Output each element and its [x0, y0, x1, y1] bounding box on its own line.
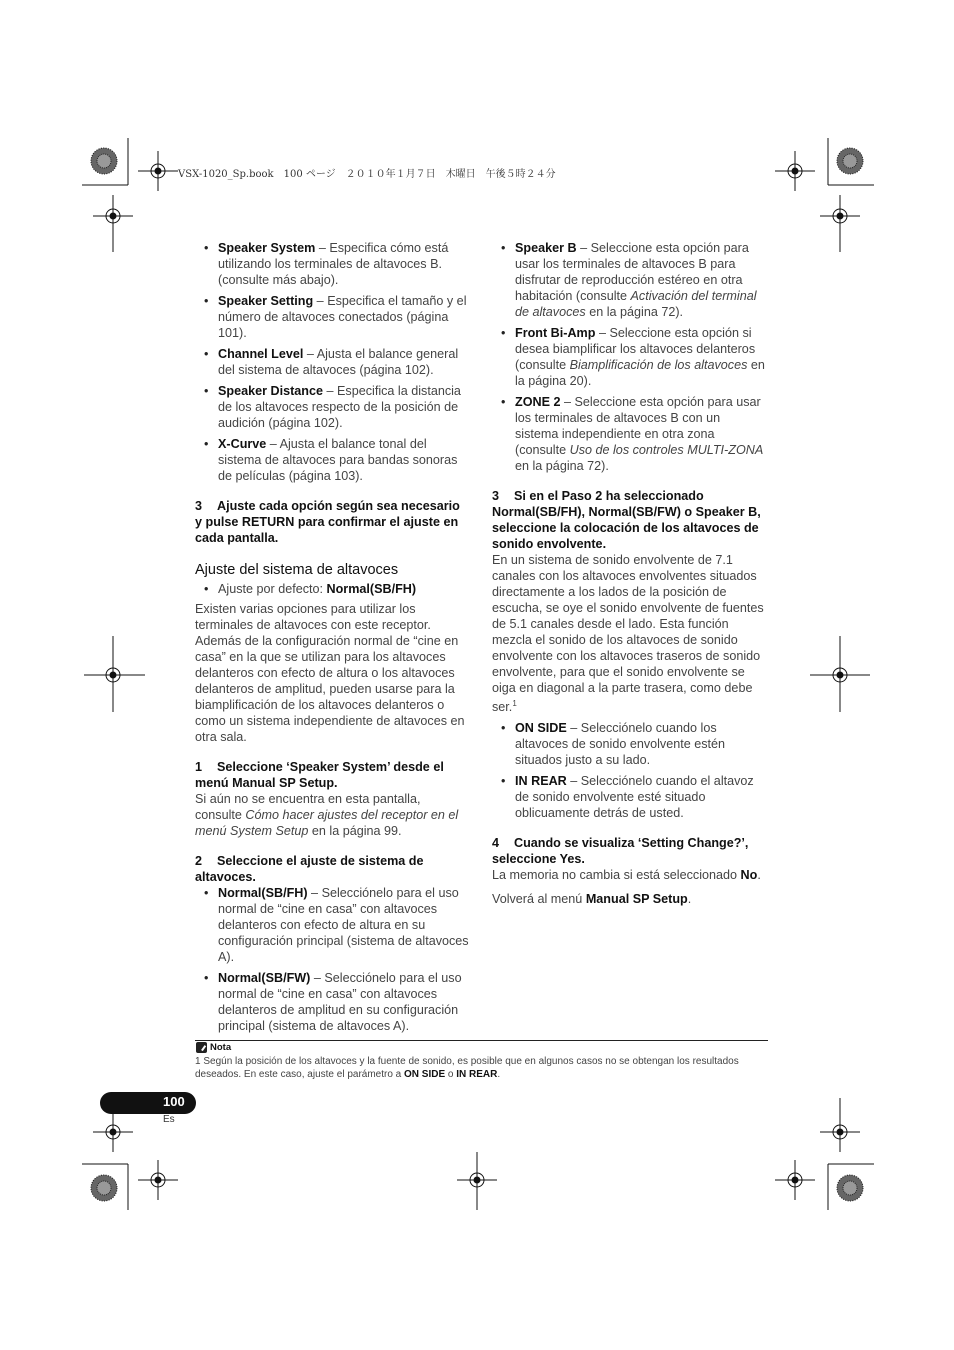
list-item: • Normal(SB/FH) – Selecciónelo para el uso normal de “cine en casa” con altavoces delanteros con efecto de altura en su configuración principal (sistema de altavoces A). — [195, 885, 469, 965]
default-setting: • Ajuste por defecto: Normal(SB/FH) — [195, 581, 469, 597]
print-header: VSX-1020_Sp.book 100 ページ ２０１０年１月７日 木曜日 午後５時２４分 — [178, 169, 556, 180]
step-4-body: La memoria no cambia si está seleccionado No. — [492, 868, 761, 883]
footnote: 1 Según la posición de los altavoces y la fuente de sonido, es posible que en algunos casos no se obtengan los resultados deseados. En este caso, ajuste el parámetro a ON SIDE o IN REAR. — [195, 1056, 739, 1080]
step-1-body: Si aún no se encuentra en esta pantalla, consulte Cómo hacer ajustes del receptor en el menú System Setup en la página 99. — [195, 792, 459, 838]
left-column — [195, 240, 469, 1039]
right-column — [492, 240, 766, 912]
note-heading: Nota — [196, 1042, 231, 1053]
note-divider — [195, 1040, 768, 1041]
step-1-heading: 1 Seleccione ‘Speaker System’ desde el menú Manual SP Setup. — [195, 760, 444, 790]
step-3-heading: 3 Si en el Paso 2 ha seleccionado Normal(SB/FH), Normal(SB/FW) o Speaker B, seleccione la colocación de los altavoces de sonido envolvente. — [492, 489, 761, 551]
note-icon — [196, 1042, 207, 1053]
step-3-heading: 3 Ajuste cada opción según sea necesario y pulse RETURN para confirmar el ajuste en cada pantalla. — [195, 499, 460, 545]
list-item: • Front Bi-Amp – Seleccione esta opción si desea biamplificar los altavoces delanteros (consulte Biamplificación de los altavoces en la página 20). — [492, 325, 766, 389]
intro-paragraph: Existen varias opciones para utilizar los terminales de altavoces con este receptor. Además de la configuración normal de “cine en casa” en la que se utilizan para los altavoces delanteros con efecto de altura o los altavoces delanteros de amplitud, pueden usarse para la biamplificación de los altavoces delanteros o como un sistema independiente de altavoces en otra sala. — [195, 602, 465, 744]
footnote-ref: 1 — [512, 699, 517, 708]
list-item: • IN REAR – Selecciónelo cuando el altavoz de sonido envolvente esté situado oblicuamente detrás de usted. — [492, 773, 766, 821]
list-item: • Speaker Setting – Especifica el tamaño y el número de altavoces conectados (página 101). — [195, 293, 469, 341]
list-item: • ZONE 2 – Seleccione esta opción para usar los terminales de altavoces B con un sistema independiente en otra zona (consulte Uso de los controles MULTI-ZONA en la página 72). — [492, 394, 766, 474]
step-3-body: En un sistema de sonido envolvente de 7.1 canales con los altavoces envolventes situados directamente a los lados de la posición de escucha, se oye el sonido envolvente de fuentes de 5.1 canales desde el lado. Esta función mezcla el sonido de los altavoces de sonido envolvente con los altavoces traseros de sonido envolvente, para que el sonido envolvente se oiga en diagonal a la parte trasera, como debe ser.$^1$ — [492, 553, 764, 715]
list-item: • Normal(SB/FW) – Selecciónelo para el uso normal de “cine en casa” con altavoces delanteros de amplitud en su configuración principal (sistema de altavoces A). — [195, 970, 469, 1034]
list-item: • Speaker System – Especifica cómo está utilizando los terminales de altavoces B. (consulte más abajo). — [195, 240, 469, 288]
list-item: • X-Curve – Ajusta el balance tonal del sistema de altavoces para bandas sonoras de películas (página 103). — [195, 436, 469, 484]
page-language: Es — [163, 1114, 175, 1125]
list-item: • Speaker B – Seleccione esta opción para usar los terminales de altavoces B para disfrutar de reproducción estéreo en otra habitación (consulte Activación del terminal de altavoces en la página 72). — [492, 240, 766, 320]
step-4-heading: 4 Cuando se visualiza ‘Setting Change?’, seleccione Yes. — [492, 836, 749, 867]
list-item: • Speaker Distance – Especifica la distancia de los altavoces respecto de la posición de audición (página 102). — [195, 383, 469, 431]
return-line: Volverá al menú Manual SP Setup. — [492, 892, 692, 907]
page-number: 100 — [163, 1094, 185, 1109]
section-title: Ajuste del sistema de altavoces — [195, 562, 399, 578]
list-item: • ON SIDE – Selecciónelo cuando los altavoces de sonido envolvente estén situados justo a su lado. — [492, 720, 766, 768]
step-2-heading: 2 Seleccione el ajuste de sistema de altavoces. — [195, 854, 424, 884]
list-item: • Channel Level – Ajusta el balance general del sistema de altavoces (página 102). — [195, 346, 469, 378]
